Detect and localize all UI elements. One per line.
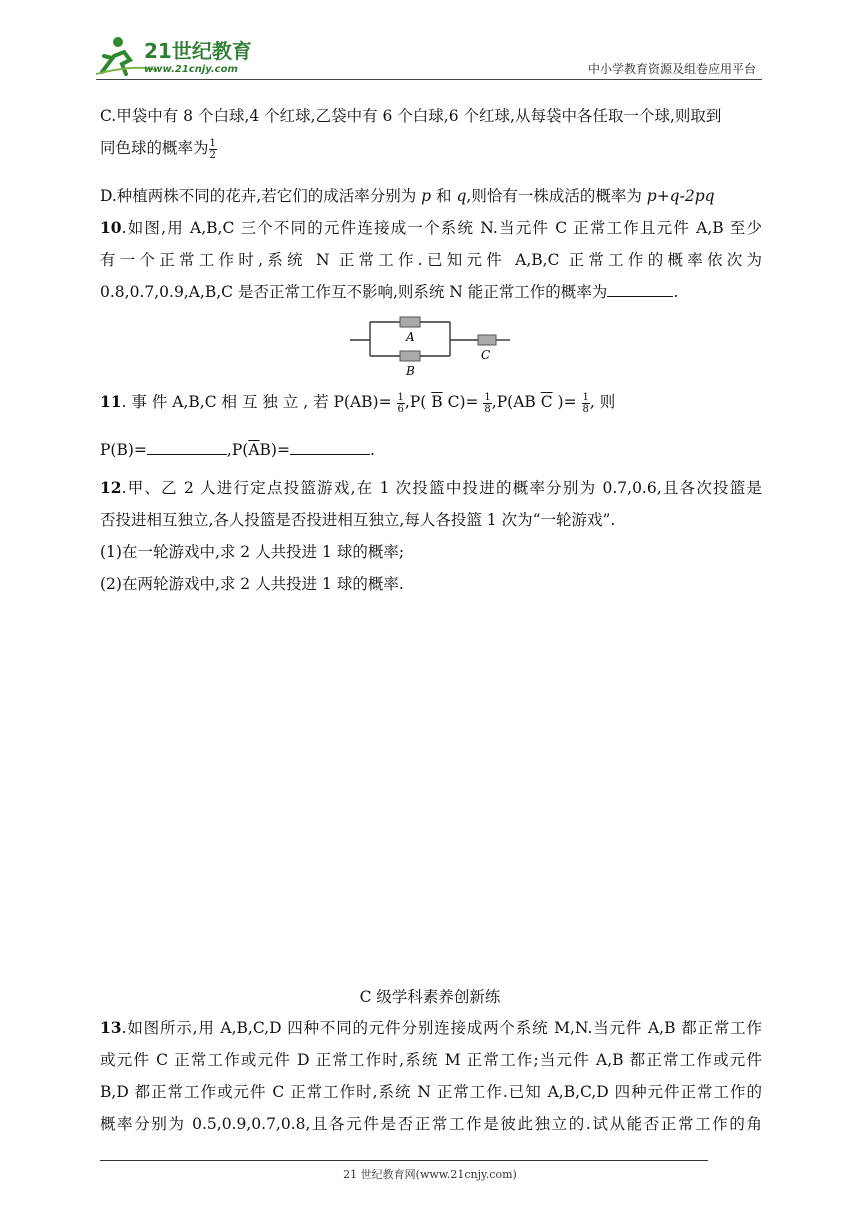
label-a: A — [406, 330, 415, 344]
question-10: 10.如图,用 A,B,C 三个不同的元件连接成一个系统 N.当元件 C 正常工作且元件 A,B 至少 有一个正常工作时,系统 N 正常工作.已知元件 A,B,C 正常工作的概率依次为 0.8,0.7,0.9,A,B,C 是否正常工作互不影响,则系统 N 能正常工作的概率为 . — [100, 218, 762, 301]
q9c-line2: 同色球的概率为 $\frac{1}{2}$ — [100, 137, 216, 161]
q9d-answer: p+q-2pq — [646, 187, 715, 205]
runner-logo-icon — [96, 34, 266, 78]
footer-text: 21 世纪教育网(www.21cnjy.com) — [343, 1168, 517, 1181]
section-title: C 级学科素养创新练 — [359, 988, 501, 1006]
q9-option-d: D.种植两株不同的花卉,若它们的成活率分别为 p 和 q,则恰有一株成活的概率为 p+q-2pq — [100, 187, 715, 205]
q9-option-c — [100, 100, 762, 164]
page-header — [96, 34, 762, 80]
label-c: C — [481, 348, 491, 362]
q9c-line1: C.甲袋中有 8 个白球,4 个红球,乙袋中有 6 个白球,6 个红球,从每袋中各任取一个球,则取到 — [100, 107, 722, 125]
footer-divider — [100, 1160, 708, 1161]
circuit-diagram — [350, 314, 510, 376]
question-number: 13 — [100, 1018, 122, 1037]
header-divider — [96, 79, 762, 80]
component-a — [400, 317, 420, 327]
site-tagline: 中小学教育资源及组卷应用平台 — [587, 62, 756, 76]
question-number: 12 — [100, 478, 122, 497]
answer-blank — [290, 439, 370, 456]
answer-blank — [607, 281, 673, 298]
q12-sub1: (1)在一轮游戏中,求 2 人共投进 1 球的概率; — [100, 543, 405, 561]
svg-text:21世纪教育: 21世纪教育 — [144, 39, 252, 63]
fraction: $\frac{1}{2}$ — [209, 137, 216, 161]
question-12: 12.甲、乙 2 人进行定点投篮游戏,在 1 次投篮中投进的概率分别为 0.7,0.6,且各次投篮是 否投进相互独立,各人投篮是否投进相互独立,每人各投篮 1 次为“一轮游戏”. (1)在一轮游戏中,求 2 人共投进 1 球的概率; (2)在两轮游戏中,求 2 人共投进 1 球的概率. — [100, 472, 762, 600]
component-b — [400, 351, 420, 361]
q11-line2: $P(B)= ,P(\overline{A}B)=$ . — [100, 434, 762, 466]
label-b: B — [406, 364, 415, 376]
svg-text:www.21cnjy.com: www.21cnjy.com — [144, 64, 238, 75]
question-11 — [100, 386, 762, 418]
component-c — [478, 335, 496, 345]
logo — [96, 34, 266, 78]
question-13: 13.如图所示,用 A,B,C,D 四种不同的元件分别连接成两个系统 M,N.当元件 A,B 都正常工作 或元件 C 正常工作或元件 D 正常工作时,系统 M 正常工作;当元件 A,B 都正常工作或元件 B,D 都正常工作或元件 C 正常工作时,系统 N 正常工作.已知 A,B,C,D 四种元件正常工作的 概率分别为 0.5,0.9,0.7,0.8,且各元件是否正常工作是彼此独立的.试从能否正常工作的角 — [100, 1018, 762, 1133]
question-number: 11 — [100, 392, 122, 411]
q12-sub2: (2)在两轮游戏中,求 2 人共投进 1 球的概率. — [100, 575, 404, 593]
q11-line1: 11. 事 件 A,B,C 相 互 独 立 , 若 P(AB)= $\frac{1}{6}$ ,P( $\overline{B}$ C)= $\frac{1}{8}$ ,P(AB $\overline{C}$ )= $\frac{1}{8}$ , 则 — [100, 391, 616, 415]
answer-blank — [147, 439, 227, 456]
question-number: 10 — [100, 218, 122, 237]
